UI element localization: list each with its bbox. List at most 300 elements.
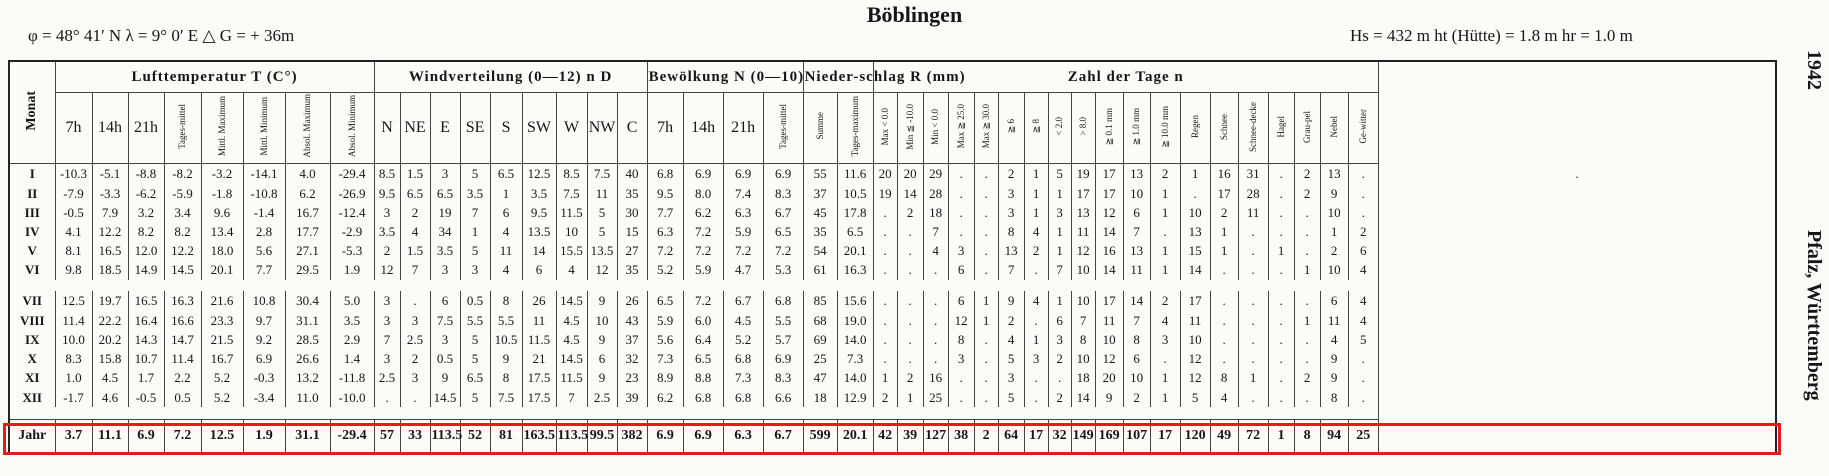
- month-label: Jahr: [9, 419, 55, 454]
- header-wind-col: N: [374, 93, 400, 164]
- table-cell: -8.2: [164, 164, 201, 184]
- table-cell: 30.4: [285, 291, 330, 310]
- table-cell: 12: [1095, 349, 1123, 368]
- table-cell: 113.5: [556, 419, 587, 454]
- table-cell: 17: [1095, 291, 1123, 310]
- table-cell: .: [1210, 311, 1238, 330]
- table-cell: 8: [1294, 419, 1320, 454]
- table-cell: 52: [460, 419, 490, 454]
- table-cell: .: [1268, 260, 1294, 279]
- table-cell: 64: [998, 419, 1024, 454]
- table-cell: 5: [460, 387, 490, 406]
- table-cell: 12.0: [128, 241, 164, 260]
- header-days-col: ≧ 8: [1024, 93, 1048, 164]
- table-cell: 33: [400, 419, 430, 454]
- table-cell: 7.3: [837, 349, 873, 368]
- table-cell: .: [1024, 260, 1048, 279]
- table-cell: 2: [998, 164, 1024, 184]
- table-cell: 1: [1024, 330, 1048, 349]
- table-cell: 9.5: [522, 203, 556, 222]
- table-cell: .: [1268, 311, 1294, 330]
- month-label: IV: [9, 222, 55, 241]
- header-wind-col: NW: [587, 93, 617, 164]
- table-cell: 15.5: [556, 241, 587, 260]
- table-cell: 57: [374, 419, 400, 454]
- table-cell: 8.5: [556, 164, 587, 184]
- table-cell: 11.5: [556, 203, 587, 222]
- table-cell: 4: [1024, 222, 1048, 241]
- table-cell: 14: [1123, 291, 1150, 310]
- table-cell: 4.0: [285, 164, 330, 184]
- table-cell: -7.9: [55, 183, 92, 202]
- table-cell: 1.5: [400, 164, 430, 184]
- table-cell: 17: [1095, 183, 1123, 202]
- table-cell: 2.8: [243, 222, 285, 241]
- table-cell: 2: [1210, 203, 1238, 222]
- table-cell: 8: [998, 222, 1024, 241]
- header-windverteilung: Windverteilung (0—12) n D: [374, 61, 647, 93]
- month-label: XI: [9, 368, 55, 387]
- table-row: [9, 241, 1776, 260]
- table-row: [9, 260, 1776, 279]
- table-cell: 5: [1348, 330, 1378, 349]
- table-cell: 4.6: [92, 387, 128, 406]
- table-cell: .: [1348, 203, 1378, 222]
- table-cell: 38: [948, 419, 974, 454]
- table-cell: 18: [923, 203, 948, 222]
- table-cell: 3: [400, 311, 430, 330]
- table-cell: 2: [374, 241, 400, 260]
- table-cell: 14.5: [556, 349, 587, 368]
- table-cell: 7.3: [723, 368, 763, 387]
- table-cell: 11: [1071, 222, 1095, 241]
- table-cell: 39: [897, 419, 923, 454]
- table-cell: 55: [803, 164, 837, 184]
- table-cell: 6.3: [723, 203, 763, 222]
- table-cell: 10.8: [243, 291, 285, 310]
- table-cell: 21: [522, 349, 556, 368]
- header-temp-col: Mittl. Maximum: [201, 93, 243, 164]
- header-temp-col: 14h: [92, 93, 128, 164]
- table-cell: 72: [1238, 419, 1268, 454]
- table-cell: 5.3: [763, 260, 803, 279]
- table-cell: .: [948, 183, 974, 202]
- header-days-col: ≧ 1.0 mm: [1123, 93, 1150, 164]
- header-days-col: ≧ 10.0 mm: [1150, 93, 1180, 164]
- table-cell: 5: [460, 241, 490, 260]
- table-cell: 11.5: [556, 368, 587, 387]
- table-cell: 16: [1095, 241, 1123, 260]
- table-cell: 12: [1095, 203, 1123, 222]
- table-cell: 10.5: [490, 330, 522, 349]
- table-cell: 5.9: [723, 222, 763, 241]
- table-cell: 7.7: [647, 203, 683, 222]
- table-cell: 16.3: [164, 291, 201, 310]
- table-cell: 1: [1150, 203, 1180, 222]
- table-cell: 14.7: [164, 330, 201, 349]
- table-cell: 7: [400, 260, 430, 279]
- table-cell: 8.0: [683, 183, 723, 202]
- table-cell: 28: [1238, 183, 1268, 202]
- table-cell: 1: [1320, 222, 1348, 241]
- table-cell: -0.5: [55, 203, 92, 222]
- table-cell: 7: [1071, 311, 1095, 330]
- table-cell: 4: [400, 222, 430, 241]
- table-cell: .: [1268, 387, 1294, 406]
- table-cell: 13.2: [285, 368, 330, 387]
- table-cell: 4.1: [55, 222, 92, 241]
- table-cell: 10: [1071, 349, 1095, 368]
- table-cell: 599: [803, 419, 837, 454]
- table-cell: 3.7: [55, 419, 92, 454]
- table-cell: 1: [1048, 241, 1071, 260]
- table-cell: 19.7: [92, 291, 128, 310]
- table-cell: .: [1238, 291, 1268, 310]
- table-cell: 1: [1210, 241, 1238, 260]
- table-cell: 3.5: [460, 183, 490, 202]
- table-cell: .: [974, 387, 998, 406]
- table-row: [9, 349, 1776, 368]
- table-cell: 14.3: [128, 330, 164, 349]
- table-cell: 29: [923, 164, 948, 184]
- table-cell: -29.4: [330, 164, 374, 184]
- table-cell: .: [897, 241, 923, 260]
- table-cell: 9.8: [55, 260, 92, 279]
- header-niederschlag: Nieder-schlag R (mm): [803, 61, 873, 93]
- table-cell: .: [400, 387, 430, 406]
- table-cell: 0.5: [430, 349, 460, 368]
- table-cell: 12: [948, 311, 974, 330]
- table-cell: 15.6: [837, 291, 873, 310]
- table-cell: 5.6: [243, 241, 285, 260]
- table-cell: 6: [1320, 291, 1348, 310]
- table-cell: 9.7: [243, 311, 285, 330]
- table-cell: 13: [1180, 222, 1210, 241]
- table-cell: 16.6: [164, 311, 201, 330]
- header-days-col: Max ≧ 25.0: [948, 93, 974, 164]
- table-row: [9, 203, 1776, 222]
- table-cell: 7.2: [683, 241, 723, 260]
- table-cell: 1: [1048, 183, 1071, 202]
- table-cell: 5.5: [460, 311, 490, 330]
- table-cell: 2: [1123, 387, 1150, 406]
- table-cell: 7: [1123, 222, 1150, 241]
- table-cell: 20.1: [837, 419, 873, 454]
- table-cell: 7.5: [430, 311, 460, 330]
- table-cell: 3: [998, 183, 1024, 202]
- table-cell: .: [948, 387, 974, 406]
- table-cell: 6.5: [647, 291, 683, 310]
- table-cell: 6.9: [723, 164, 763, 184]
- table-cell: .: [1378, 164, 1776, 184]
- table-cell: 12: [374, 260, 400, 279]
- table-cell: .: [897, 349, 923, 368]
- table-cell: 6: [587, 349, 617, 368]
- header-days-col: Min < 0.0: [923, 93, 948, 164]
- table-cell: .: [1024, 311, 1048, 330]
- table-cell: 7: [556, 387, 587, 406]
- table-cell: .: [873, 330, 897, 349]
- header-temp-col: 21h: [128, 93, 164, 164]
- header-bew-col: 7h: [647, 93, 683, 164]
- header-bewoelkung: Bewölkung N (0—10): [647, 61, 803, 93]
- table-cell: 2.5: [587, 387, 617, 406]
- table-cell: 12.5: [55, 291, 92, 310]
- table-cell: 12: [587, 260, 617, 279]
- table-cell: 10: [1123, 368, 1150, 387]
- table-cell: -3.2: [201, 164, 243, 184]
- table-cell: 1: [1150, 387, 1180, 406]
- table-cell: -5.3: [330, 241, 374, 260]
- table-cell: 0.5: [164, 387, 201, 406]
- table-cell: 14.9: [128, 260, 164, 279]
- table-cell: 11: [587, 183, 617, 202]
- table-cell: 9: [998, 291, 1024, 310]
- table-cell: 3.5: [330, 311, 374, 330]
- table-cell: .: [1268, 368, 1294, 387]
- table-cell: .: [1238, 349, 1268, 368]
- table-cell: 3.2: [128, 203, 164, 222]
- table-cell: 5: [460, 330, 490, 349]
- table-cell: 21.5: [201, 330, 243, 349]
- table-cell: 5: [1048, 164, 1071, 184]
- table-cell: 18: [1071, 368, 1095, 387]
- table-cell: 6.9: [763, 349, 803, 368]
- table-cell: 5: [998, 349, 1024, 368]
- table-cell: 4: [1348, 291, 1378, 310]
- table-row: [9, 330, 1776, 349]
- table-cell: .: [974, 203, 998, 222]
- table-cell: 9: [1320, 368, 1348, 387]
- table-cell: .: [948, 222, 974, 241]
- table-cell: 5: [1180, 387, 1210, 406]
- table-cell: 5.2: [647, 260, 683, 279]
- table-cell: .: [1048, 368, 1071, 387]
- table-cell: 8: [1123, 330, 1150, 349]
- header-days-col: Min ≦ -10.0: [897, 93, 923, 164]
- table-cell: 5.7: [763, 330, 803, 349]
- table-cell: 2: [1024, 241, 1048, 260]
- table-cell: 43: [617, 311, 647, 330]
- month-label: VI: [9, 260, 55, 279]
- table-cell: .: [1210, 260, 1238, 279]
- table-cell: 28.5: [285, 330, 330, 349]
- table-cell: 14.0: [837, 330, 873, 349]
- table-cell: 11.4: [55, 311, 92, 330]
- table-cell: 17: [1071, 183, 1095, 202]
- table-cell: 16.7: [201, 349, 243, 368]
- table-cell: 3: [400, 368, 430, 387]
- table-cell: -2.9: [330, 222, 374, 241]
- table-cell: .: [974, 349, 998, 368]
- table-cell: 1.9: [330, 260, 374, 279]
- table-cell: 1: [1024, 203, 1048, 222]
- table-cell: 2: [400, 349, 430, 368]
- table-cell: .: [1294, 291, 1320, 310]
- header-days-col: Grau-pel: [1294, 93, 1320, 164]
- climate-table: [8, 60, 1777, 455]
- table-cell: 15: [1180, 241, 1210, 260]
- month-label: VII: [9, 291, 55, 310]
- table-cell: 2: [897, 368, 923, 387]
- table-cell: .: [948, 368, 974, 387]
- table-cell: .: [974, 222, 998, 241]
- table-cell: 11: [1095, 311, 1123, 330]
- header-wind-col: C: [617, 93, 647, 164]
- table-cell: .: [873, 203, 897, 222]
- table-cell: 1: [1268, 241, 1294, 260]
- table-cell: 2: [1048, 387, 1071, 406]
- table-cell: 7.2: [164, 419, 201, 454]
- header-bew-col: 21h: [723, 93, 763, 164]
- table-cell: 12.9: [837, 387, 873, 406]
- month-label: XII: [9, 387, 55, 406]
- table-cell: 2.5: [400, 330, 430, 349]
- table-cell: 120: [1180, 419, 1210, 454]
- table-cell: 35: [617, 183, 647, 202]
- table-cell: 4: [1150, 311, 1180, 330]
- table-cell: 0.5: [460, 291, 490, 310]
- table-cell: 2.2: [164, 368, 201, 387]
- table-cell: 3: [374, 311, 400, 330]
- table-cell: 6.5: [460, 368, 490, 387]
- table-cell: 1.5: [400, 241, 430, 260]
- table-cell: .: [897, 330, 923, 349]
- table-cell: 9: [490, 349, 522, 368]
- table-cell: 1: [1180, 164, 1210, 184]
- table-cell: .: [1294, 203, 1320, 222]
- header-nied-col: Tages-maximum: [837, 93, 873, 164]
- table-cell: 69: [803, 330, 837, 349]
- table-cell: 17: [1095, 164, 1123, 184]
- table-cell: 1: [1048, 222, 1071, 241]
- side-region-label: Pfalz, Württemberg: [1803, 230, 1825, 401]
- table-cell: .: [923, 311, 948, 330]
- month-label: II: [9, 183, 55, 202]
- table-cell: 6.9: [763, 164, 803, 184]
- table-cell: 6.9: [683, 419, 723, 454]
- table-cell: 4: [1320, 330, 1348, 349]
- table-cell: 7: [460, 203, 490, 222]
- table-cell: 4: [1348, 311, 1378, 330]
- table-cell: 5: [587, 203, 617, 222]
- table-cell: .: [1268, 164, 1294, 184]
- table-cell: 18.0: [201, 241, 243, 260]
- table-cell: .: [1238, 222, 1268, 241]
- header-monat: Monat: [9, 61, 55, 164]
- table-cell: 3: [1150, 330, 1180, 349]
- spacer-row: [9, 280, 1776, 292]
- table-cell: 34: [430, 222, 460, 241]
- table-cell: 6.5: [763, 222, 803, 241]
- header-wind-col: S: [490, 93, 522, 164]
- table-cell: 2: [1348, 222, 1378, 241]
- month-label: I: [9, 164, 55, 184]
- table-cell: 7.5: [587, 164, 617, 184]
- header-nied-col: Summe: [803, 93, 837, 164]
- table-cell: 11: [490, 241, 522, 260]
- table-cell: .: [1210, 349, 1238, 368]
- table-cell: 14.5: [164, 260, 201, 279]
- table-cell: -5.9: [164, 183, 201, 202]
- table-cell: 382: [617, 419, 647, 454]
- table-cell: 16.5: [128, 291, 164, 310]
- table-cell: 23.3: [201, 311, 243, 330]
- table-cell: .: [974, 241, 998, 260]
- table-cell: 13: [998, 241, 1024, 260]
- table-cell: 31.1: [285, 419, 330, 454]
- table-cell: 14.0: [837, 368, 873, 387]
- table-cell: 22.2: [92, 311, 128, 330]
- table-cell: 11.0: [285, 387, 330, 406]
- header-days-col: > 8.0: [1071, 93, 1095, 164]
- table-cell: .: [1348, 349, 1378, 368]
- table-cell: 6.7: [763, 419, 803, 454]
- table-cell: 17.8: [837, 203, 873, 222]
- table-cell: 6.7: [763, 203, 803, 222]
- table-cell: 6.8: [723, 387, 763, 406]
- table-cell: .: [1294, 241, 1320, 260]
- table-cell: 7: [923, 222, 948, 241]
- table-cell: 7: [1048, 260, 1071, 279]
- header-days-col: Ge-witter: [1348, 93, 1378, 164]
- table-cell: 10.7: [128, 349, 164, 368]
- table-cell: 6: [948, 291, 974, 310]
- table-cell: 10: [1320, 203, 1348, 222]
- table-cell: 2: [1294, 164, 1320, 184]
- table-cell: 11: [1123, 260, 1150, 279]
- table-cell: 3: [998, 368, 1024, 387]
- table-cell: 20.1: [201, 260, 243, 279]
- table-cell: 49: [1210, 419, 1238, 454]
- table-cell: 20: [1095, 368, 1123, 387]
- table-cell: 21.6: [201, 291, 243, 310]
- table-cell: 8: [1210, 368, 1238, 387]
- table-cell: 6.5: [490, 164, 522, 184]
- table-cell: 12.2: [164, 241, 201, 260]
- month-label: VIII: [9, 311, 55, 330]
- table-cell: -10.3: [55, 164, 92, 184]
- header-bew-col: 14h: [683, 93, 723, 164]
- table-cell: 4: [490, 260, 522, 279]
- table-cell: 3.5: [374, 222, 400, 241]
- table-cell: 3: [948, 241, 974, 260]
- table-cell: 12: [1180, 349, 1210, 368]
- table-cell: .: [1238, 260, 1268, 279]
- table-cell: 30: [617, 203, 647, 222]
- header-temp-col: 7h: [55, 93, 92, 164]
- table-cell: 7.5: [556, 183, 587, 202]
- table-cell: 12: [1180, 368, 1210, 387]
- table-cell: 26: [617, 291, 647, 310]
- table-cell: 2: [1320, 241, 1348, 260]
- table-cell: 1.9: [243, 419, 285, 454]
- table-cell: .: [1024, 387, 1048, 406]
- table-cell: 8: [490, 368, 522, 387]
- table-cell: -1.8: [201, 183, 243, 202]
- header-temp-col: Absol. Minimum: [330, 93, 374, 164]
- table-cell: .: [1210, 291, 1238, 310]
- table-cell: 16.3: [837, 260, 873, 279]
- table-cell: 26.6: [285, 349, 330, 368]
- table-cell: 1: [1150, 241, 1180, 260]
- table-cell: 11.6: [837, 164, 873, 184]
- table-cell: 9: [430, 368, 460, 387]
- table-cell: .: [1180, 183, 1210, 202]
- table-cell: 1: [1268, 419, 1294, 454]
- table-cell: -5.1: [92, 164, 128, 184]
- table-cell: 14: [1071, 387, 1095, 406]
